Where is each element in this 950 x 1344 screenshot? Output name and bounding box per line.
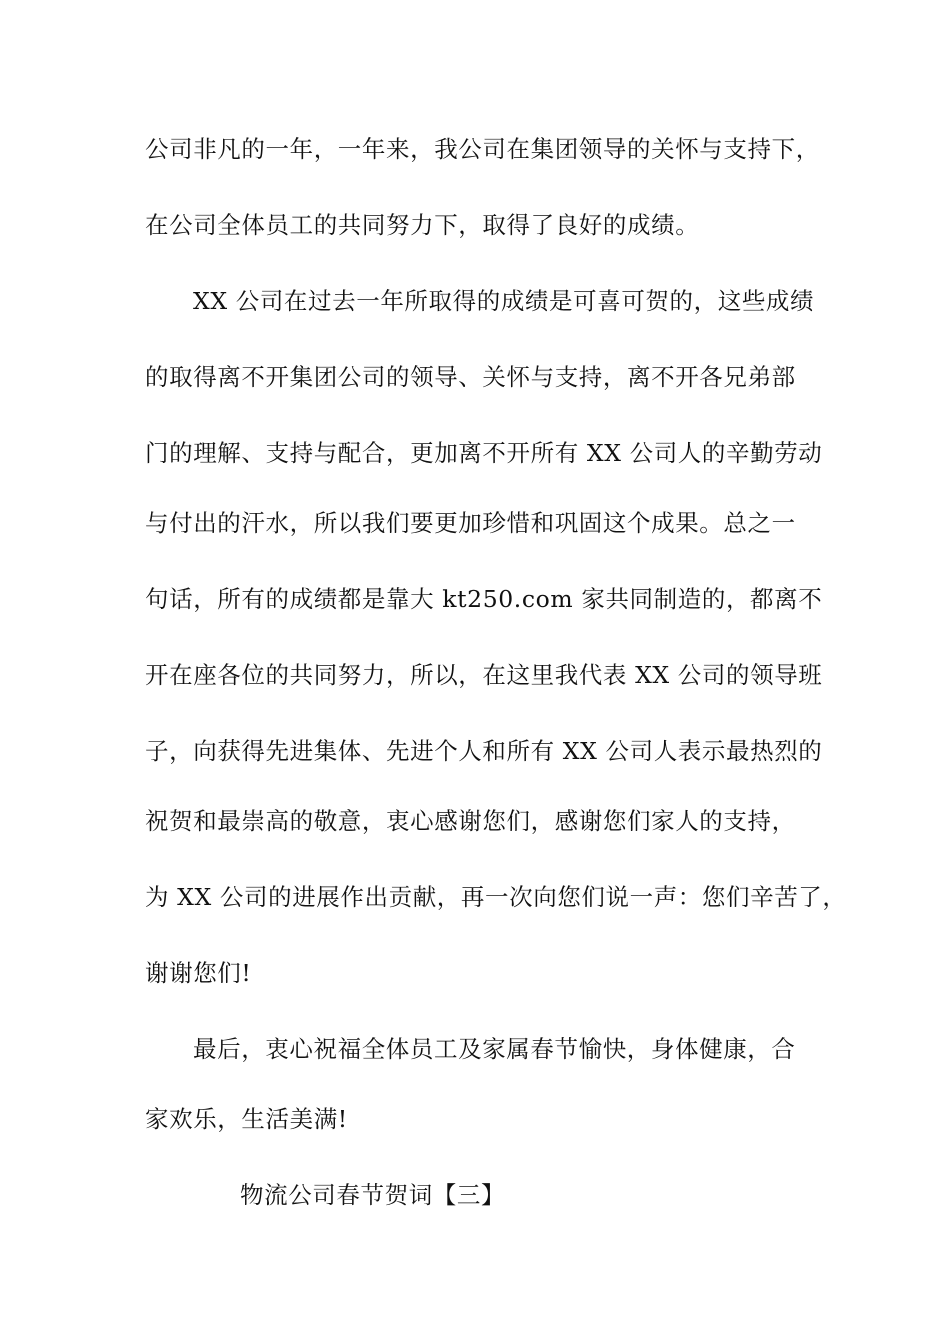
paragraph-line: 为 XX 公司的进展作出贡献，再一次向您们说一声：您们辛苦了， xyxy=(145,883,847,911)
paragraph-line: XX 公司在过去一年所取得的成绩是可喜可贺的，这些成绩 xyxy=(193,287,815,315)
paragraph-line: 与付出的汗水，所以我们要更加珍惜和巩固这个成果。总之一 xyxy=(145,509,796,537)
section-heading: 物流公司春节贺词【三】 xyxy=(240,1181,506,1209)
paragraph-line: 的取得离不开集团公司的领导、关怀与支持，离不开各兄弟部 xyxy=(145,363,796,391)
paragraph-line: 公司非凡的一年，一年来，我公司在集团领导的关怀与支持下， xyxy=(145,135,820,163)
paragraph-line: 在公司全体员工的共同努力下，取得了良好的成绩。 xyxy=(145,211,700,239)
paragraph-line: 开在座各位的共同努力，所以，在这里我代表 XX 公司的领导班 xyxy=(145,661,823,689)
paragraph-line: 家欢乐，生活美满! xyxy=(145,1105,348,1133)
paragraph-line: 祝贺和最崇高的敬意，衷心感谢您们，感谢您们家人的支持， xyxy=(145,807,796,835)
paragraph-line: 句话，所有的成绩都是靠大 kt250.com 家共同制造的，都离不 xyxy=(145,585,823,613)
paragraph-line: 子，向获得先进集体、先进个人和所有 XX 公司人表示最热烈的 xyxy=(145,737,823,765)
paragraph-line: 谢谢您们! xyxy=(145,959,252,987)
paragraph-line: 最后，衷心祝福全体员工及家属春节愉快，身体健康，合 xyxy=(193,1035,796,1063)
paragraph-line: 门的理解、支持与配合，更加离不开所有 XX 公司人的辛勤劳动 xyxy=(145,439,823,467)
